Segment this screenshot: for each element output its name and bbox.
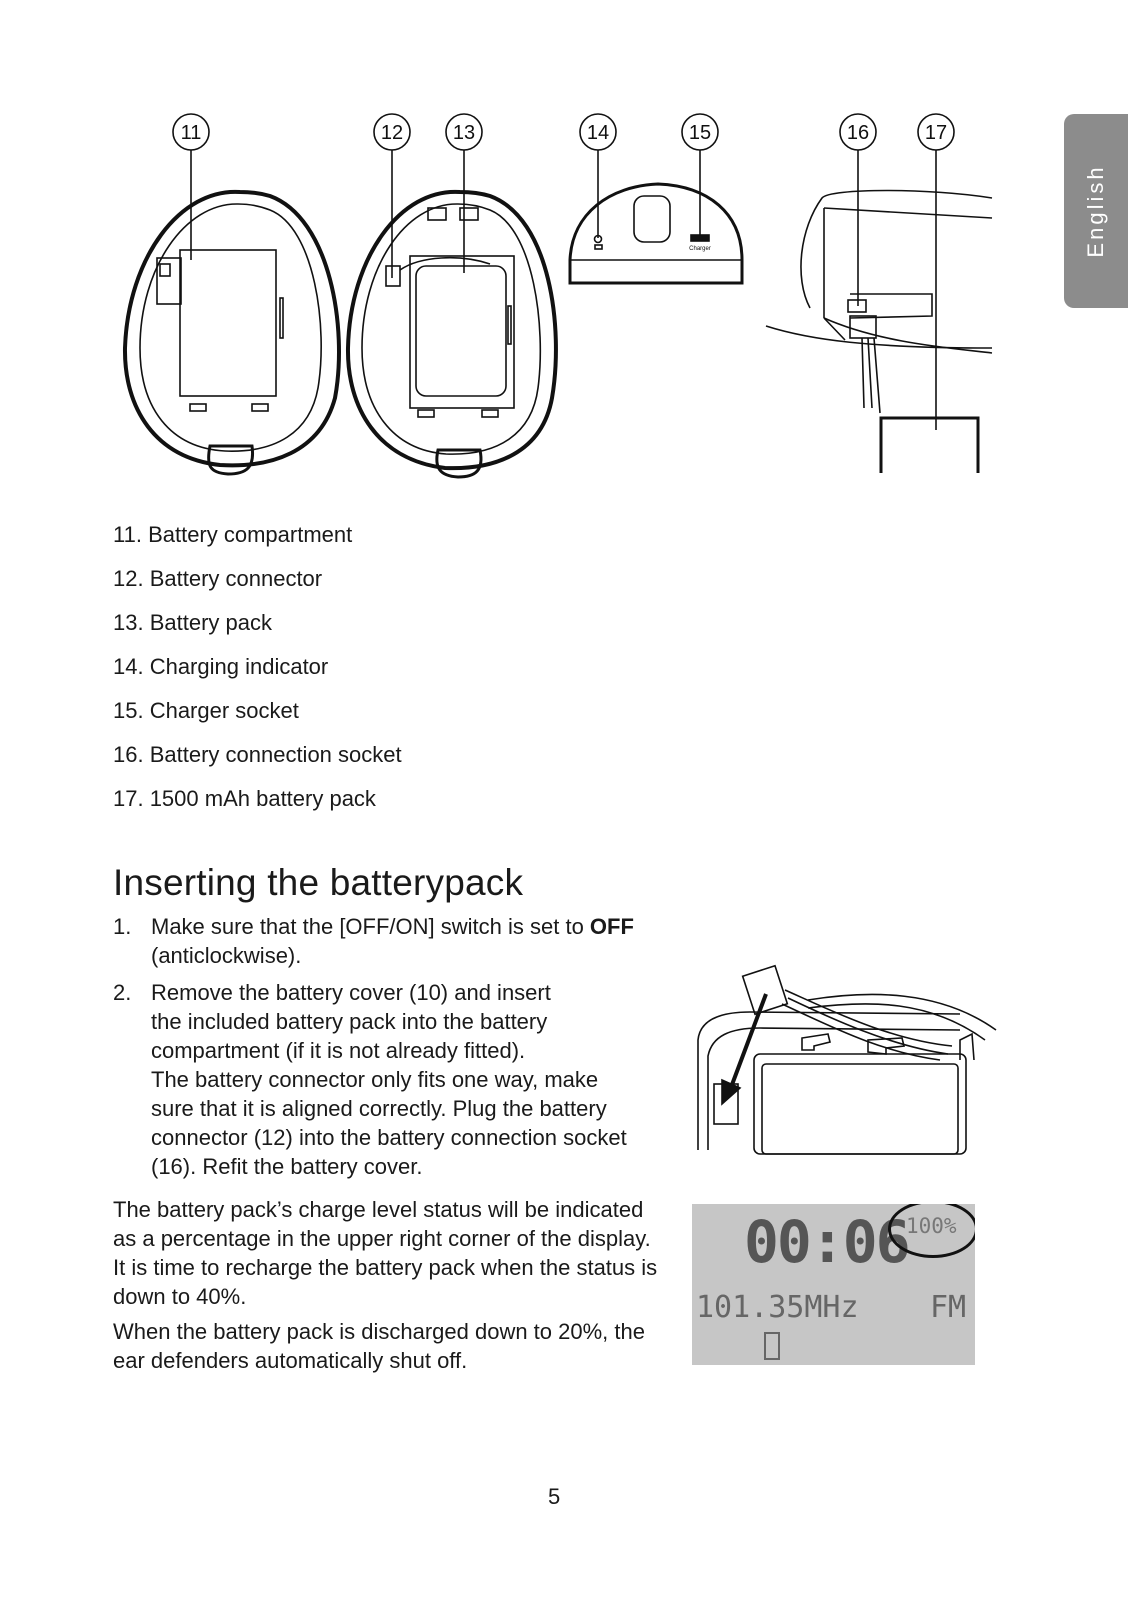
charge-status-paragraph: The battery pack’s charge level status will be indicated as a percentage in the upper right corner of the display. It is time to recharge the battery pack when the status is down to 40%. <box>113 1197 658 1309</box>
lcd-frequency: 101.35MHz <box>696 1290 859 1325</box>
step-2-line-4: The battery connector only fits one way, make <box>151 1067 599 1092</box>
section-title: Inserting the batterypack <box>113 862 524 903</box>
step-2 <box>113 978 673 1181</box>
parts-list <box>113 520 402 828</box>
battery-pack <box>416 266 506 396</box>
step-2-line-5: sure that it is aligned correctly. Plug the battery <box>151 1096 607 1121</box>
instruction-steps <box>113 912 673 1189</box>
language-tab-label: English <box>1083 164 1108 258</box>
battery-pack-1500mah <box>881 418 978 473</box>
charger-socket-shape <box>691 235 709 241</box>
step-2-line-1: Remove the battery cover (10) and insert <box>151 980 551 1005</box>
lcd-band: FM <box>930 1290 967 1325</box>
battery-pack-slot <box>410 256 514 408</box>
step-1-text-after: (anticlockwise). <box>151 943 302 968</box>
ear-cup-middle-shell <box>348 192 556 468</box>
step-2-line-3: compartment (if it is not already fitted). <box>151 1038 526 1063</box>
part-16: 16. Battery connection socket <box>113 742 402 767</box>
step-2-line-2: the included battery pack into the battery <box>151 1009 548 1034</box>
lcd-cursor-block <box>764 1332 780 1360</box>
insertion-arrow-shaft <box>730 994 766 1090</box>
language-tab <box>1064 114 1128 308</box>
part-13: 13. Battery pack <box>113 610 272 635</box>
ear-cup-left-shell <box>125 192 339 466</box>
part-15: 15. Charger socket <box>113 698 299 723</box>
connector-plug <box>743 966 788 1015</box>
callout-15: 15 <box>688 122 712 144</box>
lcd-display <box>692 1204 975 1365</box>
battery-connection-socket <box>848 300 866 312</box>
callout-12: 12 <box>380 122 404 144</box>
part-12: 12. Battery connector <box>113 566 323 591</box>
callout-13: 13 <box>452 122 476 144</box>
step-2-number: 2. <box>113 980 132 1005</box>
step-1-number: 1. <box>113 914 132 939</box>
callout-11: 11 <box>180 122 202 144</box>
ear-cup-left-inner <box>140 204 321 451</box>
step-1-text-before: Make sure that the [OFF/ON] switch is set to <box>151 914 590 939</box>
step-2-line-7: (16). Refit the battery cover. <box>151 1154 423 1179</box>
shutoff-paragraph: When the battery pack is discharged down to 20%, the ear defenders automatically shut off. <box>113 1319 645 1373</box>
lcd-time: 00:06 <box>744 1208 909 1276</box>
battery-connector <box>386 266 400 286</box>
charger-button <box>634 196 670 242</box>
callout-16: 16 <box>846 122 870 144</box>
step-1 <box>113 912 673 970</box>
battery-area-left <box>180 250 276 396</box>
step-1-bold: OFF <box>589 914 634 939</box>
part-14: 14. Charging indicator <box>113 654 329 679</box>
part-11: 11. Battery compartment <box>113 522 353 547</box>
lcd-battery-percent: 100% <box>906 1214 957 1238</box>
charger-housing <box>570 184 742 283</box>
part-17: 17. 1500 mAh battery pack <box>113 786 376 811</box>
step-2-line-6: connector (12) into the battery connection socket <box>151 1125 627 1150</box>
battery-percent-highlight-ring <box>888 1204 975 1258</box>
charger-label: Charger <box>689 246 711 252</box>
callout-14: 14 <box>586 122 610 144</box>
callout-17: 17 <box>924 122 948 144</box>
battery-compartment-diagram <box>110 108 1000 480</box>
page-number: 5 <box>548 1484 561 1509</box>
connector-insertion-illustration <box>690 960 1000 1155</box>
